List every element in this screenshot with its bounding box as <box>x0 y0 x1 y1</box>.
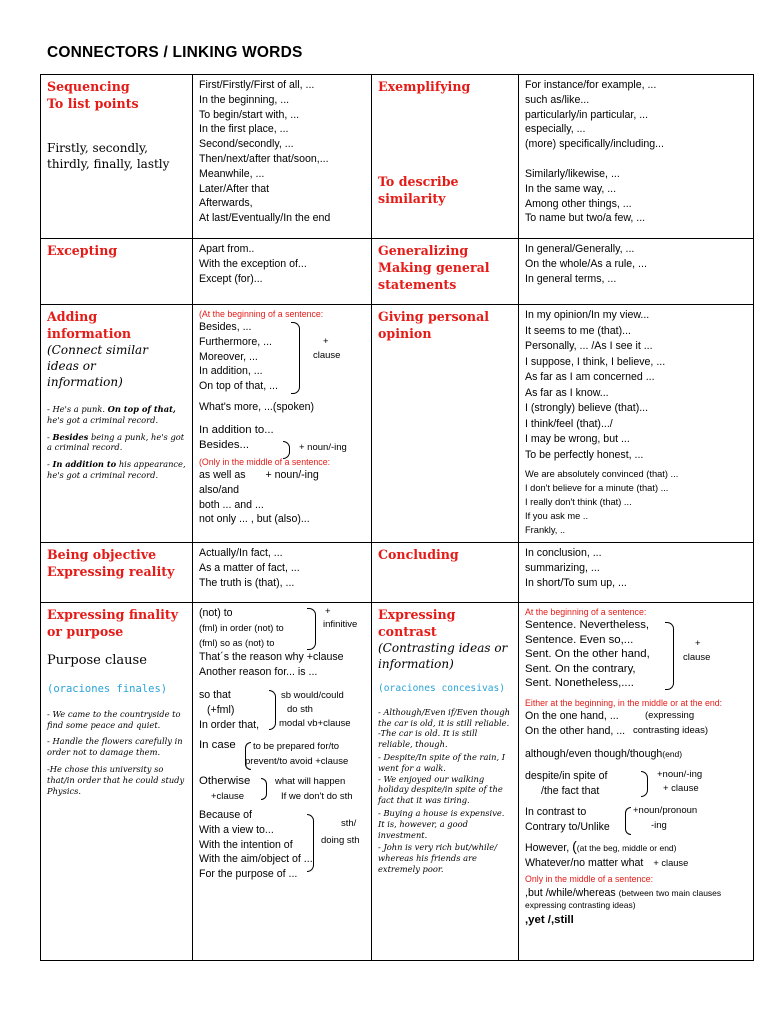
list-item: especially, ... <box>525 123 586 136</box>
list-item: /the fact that <box>541 785 600 798</box>
example-text: - Despite/In spite of the rain, I went for a walk. <box>378 751 506 773</box>
list-item: First/Firstly/First of all, ... <box>199 79 315 91</box>
list-item: In case <box>199 738 236 751</box>
position-label: (at the beg, middle or end) <box>576 843 677 854</box>
row-excepting <box>41 239 754 305</box>
contrasting-label: contrasting ideas) <box>633 724 708 736</box>
cell-objective-list <box>193 543 372 603</box>
connectors-table <box>40 74 754 961</box>
list-item: (+fml) <box>207 703 235 716</box>
list-item: Sent. On the other hand, <box>525 648 650 661</box>
end-label: (end) <box>662 748 683 759</box>
modal-label: modal vb+clause <box>279 717 351 729</box>
list-item: I don't believe for a minute (that) ... <box>525 483 669 493</box>
cell-opinion-list <box>519 305 754 543</box>
list-item: Sentence. Nevertheless, <box>525 619 650 631</box>
example-text: he's got a criminal record. <box>47 414 159 425</box>
cell-purpose-list <box>193 603 372 961</box>
list-item: I may be wrong, but ... <box>525 433 630 445</box>
list-item: particularly/in particular, ... <box>525 108 649 121</box>
list-item: Sent. Nonetheless,.... <box>525 677 634 690</box>
list-item: In order that, <box>199 718 260 731</box>
heading-purpose: Expressing finality or purpose <box>47 607 179 639</box>
list-item: As a matter of fact, ... <box>199 561 300 574</box>
clause-label: + clause <box>653 858 689 869</box>
list-item: Moreover, ... <box>199 350 258 363</box>
list-item: Because of <box>199 808 253 821</box>
plus-sign: + <box>323 336 329 347</box>
heading-exemplifying: Exemplifying <box>378 79 471 94</box>
clause-label: + clause <box>663 783 699 795</box>
note-beginning: At the beginning of a sentence: <box>525 607 647 617</box>
cell-adding-heading <box>41 305 193 543</box>
list-item: Apart from.. <box>199 243 255 255</box>
list-item: In short/To sum up, ... <box>525 576 627 589</box>
row-objective <box>41 543 754 603</box>
list-item: I suppose, I think, I believe, ... <box>525 355 666 368</box>
list-item: Actually/In fact, ... <box>199 547 283 559</box>
example-text: his appearance, he's got a criminal record. <box>47 459 186 480</box>
cell-generalizing-list <box>519 239 754 305</box>
note-middle: (Only in the middle of a sentence: <box>199 456 331 467</box>
list-item: If you ask me .. <box>525 511 589 521</box>
noun-ing-label: +noun/-ing <box>657 769 703 781</box>
list-item: Besides, ... <box>199 321 252 333</box>
cell-sequencing-heading <box>41 75 193 239</box>
list-item: ,but /while/whereas <box>525 886 616 899</box>
brace <box>665 622 674 690</box>
example-text: - Buying a house is expensive. It is, however, a good investment. <box>378 807 505 840</box>
row-adding <box>41 305 754 543</box>
list-item: Sentence. Even so,... <box>525 633 634 646</box>
row-sequencing <box>41 75 754 239</box>
contrast-subtitle: (Contrasting ideas or information) <box>378 641 508 671</box>
list-item: In the same way, ... <box>525 182 617 195</box>
page-title: CONNECTORS / LINKING WORDS <box>47 44 303 61</box>
list-item: as well as <box>199 468 246 481</box>
cell-contrast-heading <box>372 603 519 961</box>
list-item: ,yet /,still <box>525 913 574 926</box>
list-item: I (strongly) believe (that)... <box>525 402 649 414</box>
list-item: For instance/for example, ... <box>525 79 657 91</box>
purpose-clause-label: Purpose clause <box>47 653 147 668</box>
expressing-label: (expressing <box>645 709 695 721</box>
list-item: It seems to me (that)... <box>525 324 631 337</box>
cell-objective-heading <box>41 543 193 603</box>
heading-similarity: To describe similarity <box>378 174 459 206</box>
row-purpose <box>41 603 754 961</box>
brace <box>307 608 316 650</box>
note-middle: Only in the middle of a sentence: <box>525 873 654 884</box>
brace <box>291 322 300 394</box>
cell-contrast-list: At the beginning of a sentence: Sentence. Nevertheless, Sentence. Even so,... Sent. On the other hand, Sent. On the contrary, Sent. Nonetheless,.... + clause Either at the beginning, in the middle or at the end: On the one hand, ... On the other hand, ... (expressing contrasting ideas) although/even though/though(end) despite/in spite of /the fact that +noun/-ing + clause In contrast to Contrary to/Unlike +noun/pronoun -ing However, ((at the beg, middle or end) Whatever/no matter what + clause Only in the middle of a sentence: ,but /while/whereas (between two main clauses expressing contrasting ideas) ,yet /,still <box>519 603 754 961</box>
noun-ing-label: + noun/-ing <box>265 468 319 481</box>
list-item: In general/Generally, ... <box>525 243 635 255</box>
if-we-label: If we don't do sth <box>281 790 353 802</box>
doing-sth-label: doing sth <box>321 834 360 846</box>
between-label: (between two main clauses expressing contrasting ideas) <box>525 887 722 910</box>
brace <box>261 778 267 800</box>
list-item: not only ... , but (also)... <box>199 513 310 526</box>
list-item: We are absolutely convinced (that) ... <box>525 469 679 479</box>
list-item: The truth is (that), ... <box>199 576 295 589</box>
list-item: To name but two/a few, ... <box>525 212 646 225</box>
cell-concluding-list <box>519 543 754 603</box>
example-text: - Although/Even if/Even though the car is old, it is still reliable. <box>378 706 511 728</box>
example-text: - <box>47 431 53 442</box>
clause-label: clause <box>313 350 341 361</box>
list-item: Sent. On the contrary, <box>525 662 636 675</box>
list-item: Afterwards, <box>199 197 253 210</box>
list-item: With the exception of... <box>199 257 307 270</box>
list-item: On the other hand, ... <box>525 724 626 737</box>
list-item: In the beginning, ... <box>199 93 290 106</box>
prepared-label: to be prepared for/to <box>253 740 340 752</box>
list-item: In addition, ... <box>199 365 263 378</box>
heading-opinion: Giving personal opinion <box>378 309 490 341</box>
sth-label: sth/ <box>341 817 357 829</box>
cell-excepting-list <box>193 239 372 305</box>
list-item: I really don't think (that) ... <box>525 497 632 507</box>
list-item: Meanwhile, ... <box>199 167 265 180</box>
example-text: being a punk, he's got a criminal record. <box>47 431 185 453</box>
list-item: To be perfectly honest, ... <box>525 448 644 461</box>
list-item: (more) specifically/including... <box>525 138 664 151</box>
list-item: Another reason for... is ... <box>199 666 318 679</box>
list-item: In contrast to <box>525 806 587 819</box>
spanish-label: (oraciones finales) <box>47 683 168 695</box>
list-item: On the one hand, ... <box>525 709 619 722</box>
cell-sequencing-list <box>193 75 372 239</box>
list-item: Similarly/likewise, ... <box>525 167 620 180</box>
list-item: so that <box>199 688 231 701</box>
brace <box>307 814 314 872</box>
noun-ing-label: + noun/-ing <box>299 441 347 453</box>
infinitive-label: infinitive <box>323 619 358 630</box>
list-item: Personally, ... /As I see it ... <box>525 340 653 352</box>
sb-would-label: sb would/could <box>281 689 344 701</box>
brace <box>641 771 648 797</box>
heading-adding: Adding information <box>47 309 132 341</box>
sequencing-summary: Firstly, secondly, thirdly, finally, lastly <box>47 141 170 171</box>
list-item: With the aim/object of ... <box>199 853 313 866</box>
list-item: despite/in spite of <box>525 770 608 783</box>
list-item: On the whole/As a rule, ... <box>525 257 647 270</box>
heading-excepting: Excepting <box>47 243 118 258</box>
example-text: -He chose this university so that/in order that he could study Physics. <box>47 763 185 796</box>
list-item: (fml) in order (not) to <box>199 622 284 633</box>
example-text: - We came to the countryside to find some peace and quiet. <box>47 708 181 730</box>
cell-concluding-heading <box>372 543 519 603</box>
list-item: Whatever/no matter what <box>525 857 644 870</box>
plus-sign: + <box>695 638 701 649</box>
cell-adding-list <box>193 305 372 543</box>
heading-contrast: Expressing contrast <box>378 607 456 639</box>
brace <box>269 690 276 730</box>
what-will-label: what will happen <box>275 775 346 787</box>
heading-concluding: Concluding <box>378 547 459 562</box>
list-item: Second/secondly, ... <box>199 138 294 151</box>
cell-opinion-heading <box>372 305 519 543</box>
list-item: In conclusion, ... <box>525 547 602 559</box>
list-item: At last/Eventually/In the end <box>199 212 331 225</box>
list-item: Later/After that <box>199 182 270 195</box>
prevent-label: prevent/to avoid +clause <box>245 755 349 767</box>
cell-exemplifying-heading <box>372 75 519 239</box>
list-item: Among other things, ... <box>525 197 632 210</box>
note-beginning: (At the beginning of a sentence: <box>199 309 324 319</box>
list-item: although/even though/though <box>525 747 663 760</box>
list-item: That´s the reason why +clause <box>199 651 344 664</box>
list-item: summarizing, ... <box>525 561 600 574</box>
list-item: However, <box>525 842 570 855</box>
example-text: - John is very rich but/while/ whereas his friends are extremely poor. <box>378 842 498 874</box>
do-sth-label: do sth <box>287 703 313 715</box>
plus-sign: + <box>325 606 331 617</box>
list-item: Except (for)... <box>199 272 263 285</box>
heading-list-points: To list points <box>47 96 139 111</box>
list-item: As far as I am concerned ... <box>525 371 655 383</box>
example-text: - <box>47 459 53 470</box>
list-item: As far as I know... <box>525 386 609 399</box>
list-item: In the first place, ... <box>199 123 289 136</box>
cell-generalizing-heading <box>372 239 519 305</box>
example-text: - Handle the flowers carefully in order not to damage them. <box>47 736 183 758</box>
cell-exemplifying-list <box>519 75 754 239</box>
example-connector: On top of that, <box>107 404 176 414</box>
list-item: For the purpose of ... <box>199 868 298 881</box>
list-item: Then/next/after that/soon,... <box>199 152 329 165</box>
noun-pronoun-label: +noun/pronoun <box>633 805 698 817</box>
cell-purpose-heading <box>41 603 193 961</box>
spanish-label: (oraciones concesivas) <box>378 683 506 694</box>
clause-label: +clause <box>211 790 245 802</box>
list-item: also/and <box>199 483 240 496</box>
heading-objective: Being objective Expressing reality <box>47 547 175 579</box>
list-item: Besides... <box>199 439 250 452</box>
brace <box>625 807 631 835</box>
list-item: To begin/start with, ... <box>199 108 300 121</box>
list-item: With a view to... <box>199 823 274 836</box>
list-item: Contrary to/Unlike <box>525 821 610 834</box>
list-item: Furthermore, ... <box>199 335 272 348</box>
list-item: Otherwise <box>199 774 251 787</box>
list-item: In my opinion/In my view... <box>525 309 650 321</box>
example-text: - We enjoyed our walking holiday despite/in spite of the fact that it was tiring. <box>378 773 503 806</box>
clause-label: clause <box>683 652 711 663</box>
example-connector: In addition to <box>52 459 117 470</box>
note-either: Either at the beginning, in the middle or at the end: <box>525 697 723 708</box>
example-connector: Besides <box>52 431 89 442</box>
list-item: What's more, ...(spoken) <box>199 400 315 413</box>
list-item: (not) to <box>199 607 233 619</box>
ing-label: -ing <box>651 820 667 832</box>
heading-generalizing: Generalizing Making general statements <box>378 243 490 292</box>
example-text: -The car is old. It is still reliable, though. <box>378 728 478 750</box>
cell-excepting-heading <box>41 239 193 305</box>
list-item: In addition to... <box>199 423 274 436</box>
list-item: In general terms, ... <box>525 272 617 285</box>
list-item: such as/like... <box>525 93 590 106</box>
list-item: (fml) so as (not) to <box>199 637 275 648</box>
heading-sequencing: Sequencing <box>47 79 130 94</box>
list-item: I think/feel (that).../ <box>525 417 613 430</box>
list-item: With the intention of <box>199 838 293 851</box>
list-item: both ... and ... <box>199 498 264 511</box>
example-text: - He's a punk. <box>47 404 108 414</box>
list-item: On top of that, ... <box>199 380 278 393</box>
list-item: Frankly, .. <box>525 525 566 535</box>
adding-subtitle: (Connect similar ideas or information) <box>47 343 148 389</box>
